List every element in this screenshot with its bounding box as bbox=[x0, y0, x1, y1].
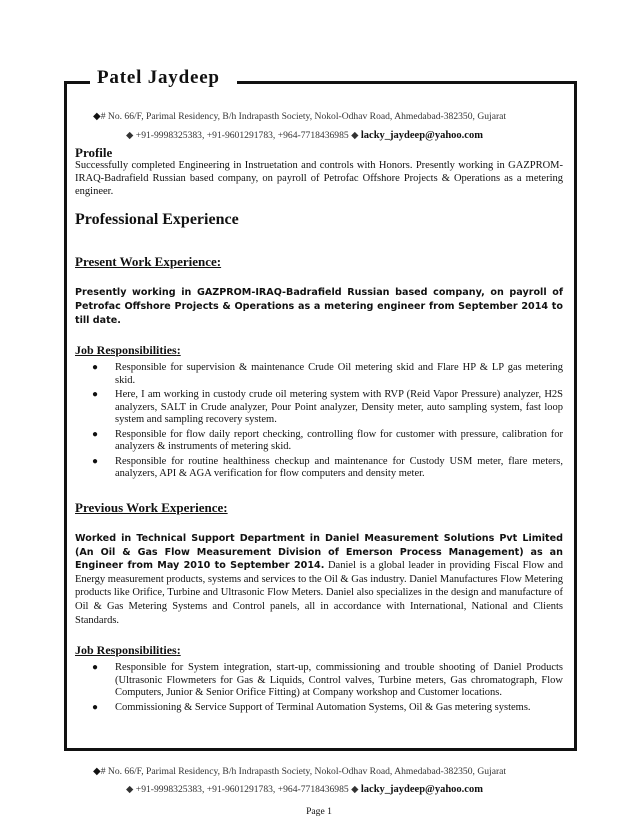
previous-experience-heading: Previous Work Experience: bbox=[75, 500, 228, 515]
list-item: ● Responsible for System integration, start-up, commissioning and trouble shooting of Daniel Products (Ultrasonic Flowmeters for Gas & Liquids, Control valves, Turbine meters, Gas chromatograph, Flow Computers, Junior & Senior Orifice Fitting) at Company workshop and Customer locations. bbox=[92, 662, 563, 698]
profile-heading: Profile bbox=[75, 145, 113, 160]
round-bullet-icon: ● bbox=[92, 701, 99, 713]
previous-experience-summary-bold: Worked in Technical Support Department in Daniel Measurement Solutions Pvt Limited (An Oil & Gas Flow Measurement Division of Emerson Process Management) as an Engineer from May 2010 to September 2014. bbox=[75, 533, 563, 572]
diamond-bullet-icon: ◆ bbox=[126, 784, 134, 795]
footer-phones: +91-9998325383, +91-9601291783, +964-7718436985 bbox=[135, 784, 349, 795]
diamond-bullet-icon: ◆ bbox=[348, 130, 361, 141]
list-item: ● Responsible for flow daily report checking, controlling flow for customer with pressure, calibration for analyzers & instruments of metering skid. bbox=[92, 428, 563, 452]
previous-experience-summary-rest: Daniel is a global leader in providing Fiscal Flow and Energy measurement products, systems and services to the Oil & Gas industry. Daniel Manufactures Flow Metering products like Orifice, Turbine and Ultrasonic Flow Meters. Daniel also specializes in the design and manufacture of Oil & Gas Metering Systems and Control panels, all in accordance with International, National and Clients Standards. bbox=[75, 560, 563, 626]
diamond-bullet-icon: ◆ bbox=[93, 766, 101, 777]
footer-email: lacky_jaydeep@yahoo.com bbox=[360, 784, 483, 795]
round-bullet-icon: ● bbox=[92, 455, 99, 467]
footer-contact bbox=[0, 784, 638, 795]
round-bullet-icon: ● bbox=[92, 428, 99, 440]
profile-text: Successfully completed Engineering in Instruetation and controls with Honors. Presently working in GAZPROM-IRAQ-Badrafield Russian based company, on payroll of Petrofac Offshore Projects & Operations as a metering engineer. bbox=[75, 160, 563, 197]
list-item: ● Commissioning & Service Support of Terminal Automation Systems, Oil & Gas metering systems. bbox=[92, 701, 531, 713]
present-responsibilities-heading: Job Responsibilities: bbox=[75, 343, 181, 357]
previous-experience-summary bbox=[75, 532, 563, 627]
header-phones: +91-9998325383, +91-9601291783, +964-7718436985 bbox=[135, 130, 349, 141]
list-item: ● Here, I am working in custody crude oil metering system with RVP (Reid Vapor Pressure) analyzer, H2S analyzers, SALT in Crude analyzer, Pour Point analyzer, Density meter, auto sampling system, fast loop system and sampling recovery system. bbox=[92, 389, 563, 425]
candidate-name: Patel Jaydeep bbox=[97, 67, 220, 88]
round-bullet-icon: ● bbox=[92, 389, 99, 400]
diamond-bullet-icon: ◆ bbox=[93, 111, 101, 122]
round-bullet-icon: ● bbox=[92, 362, 99, 373]
header-contact bbox=[0, 130, 638, 141]
list-item: ● Responsible for routine healthiness checkup and maintenance for Custody USM meter, flare meters, analyzers, API & AGA verification for flow computers and density meter. bbox=[92, 455, 563, 479]
previous-responsibilities bbox=[75, 641, 563, 716]
frame-top-right-rule bbox=[237, 81, 577, 84]
previous-responsibilities-list bbox=[75, 662, 563, 714]
diamond-bullet-icon: ◆ bbox=[126, 130, 134, 141]
diamond-bullet-icon: ◆ bbox=[348, 784, 361, 795]
present-responsibilities bbox=[75, 341, 563, 483]
list-item: ● Responsible for supervision & maintenance Crude Oil metering skid and Flare HP & LP gas metering skid. bbox=[92, 362, 563, 386]
previous-responsibilities-heading: Job Responsibilities: bbox=[75, 643, 181, 657]
frame-top-left-rule bbox=[64, 81, 90, 84]
page-number: Page 1 bbox=[306, 806, 332, 817]
present-experience-heading: Present Work Experience: bbox=[75, 254, 222, 269]
header-email: lacky_jaydeep@yahoo.com bbox=[360, 130, 483, 141]
present-experience-summary: Presently working in GAZPROM-IRAQ-Badrafield Russian based company, on payroll of Petrofac Offshore Projects & Operations as a metering engineer from September 2014 to till date. bbox=[75, 287, 563, 326]
professional-experience-heading: Professional Experience bbox=[75, 211, 239, 228]
round-bullet-icon: ● bbox=[92, 662, 99, 673]
present-responsibilities-list bbox=[75, 362, 563, 481]
footer-address: ◆# No. 66/F, Parimal Residency, B/h Indrapasth Society, Nokol-Odhav Road, Ahmedabad-382350, Gujarat bbox=[93, 766, 507, 777]
header-address: ◆# No. 66/F, Parimal Residency, B/h Indrapasth Society, Nokol-Odhav Road, Ahmedabad-382350, Gujarat bbox=[93, 111, 507, 122]
